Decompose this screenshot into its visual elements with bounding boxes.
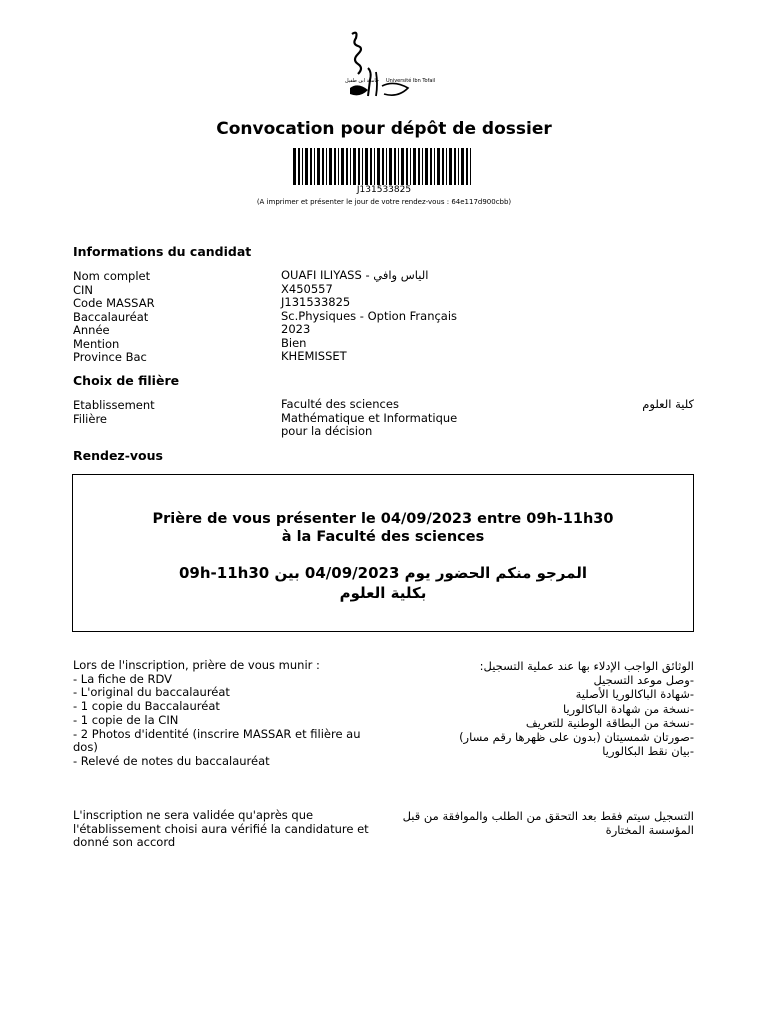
barcode-bar <box>434 148 435 185</box>
barcode-bar <box>322 148 324 185</box>
barcode-bar <box>430 148 432 185</box>
documents-fr-item: - 1 copie du Baccalauréat <box>73 699 220 714</box>
barcode-bar <box>406 148 408 185</box>
validation-note-fr: L'inscription ne sera validée qu'après que l'établissement choisi aura vérifié la candidature et donné son accord <box>73 808 369 850</box>
value-nom-complet: OUAFI ILIYASS - الياس وافي <box>281 268 429 282</box>
barcode-bar <box>358 148 360 185</box>
barcode-bar <box>365 148 368 185</box>
barcode-bar <box>293 148 296 185</box>
university-logo-icon <box>338 28 422 108</box>
barcode-value: J131533825 <box>356 185 412 195</box>
logo-text-ar: جامعة ابن طفيل <box>345 78 379 84</box>
page-title: Convocation pour dépôt de dossier <box>216 119 552 139</box>
barcode <box>293 148 475 185</box>
appointment-fr-line2: à la Faculté des sciences <box>281 529 485 545</box>
value-etablissement: Faculté des sciences <box>281 397 399 411</box>
barcode-bar <box>398 148 399 185</box>
barcode-bar <box>346 148 348 185</box>
barcode-bar <box>298 148 300 185</box>
documents-ar-item: -شهادة الباكالوريا الأصلية <box>575 687 694 702</box>
documents-ar-item: -نسخة من البطاقة الوطنية للتعريف <box>525 715 694 730</box>
documents-ar-intro: الوثائق الواجب الإدلاء بها عند عملية التسجيل: <box>479 659 694 673</box>
barcode-bar <box>350 148 351 185</box>
documents-ar-item: -وصل موعد التسجيل <box>593 673 694 688</box>
barcode-bar <box>310 148 312 185</box>
barcode-bar <box>338 148 339 185</box>
barcode-bar <box>382 148 384 185</box>
barcode-bar <box>302 148 303 185</box>
barcode-bar <box>410 148 411 185</box>
value-etablissement-ar: كلية العلوم <box>642 397 694 411</box>
barcode-bar <box>449 148 452 185</box>
documents-fr-item: - La fiche de RDV <box>73 671 173 686</box>
section-candidate-title: Informations du candidat <box>73 244 252 259</box>
documents-fr-item: - 2 Photos d'identité (inscrire MASSAR et filière au dos) <box>73 726 361 755</box>
documents-list-fr <box>73 659 373 769</box>
university-logo <box>338 28 422 108</box>
barcode-bar <box>353 148 356 185</box>
appointment-ar-line1: المرجو منكم الحضور يوم 04/09/2023 بين 09h-11h30 <box>179 564 587 582</box>
label-mention: Mention <box>73 336 120 351</box>
value-code-massar: J131533825 <box>281 295 351 309</box>
value-province-bac: KHEMISSET <box>281 349 347 363</box>
barcode-bar <box>422 148 423 185</box>
label-annee: Année <box>73 323 110 337</box>
documents-fr-intro: Lors de l'inscription, prière de vous munir : <box>73 658 320 672</box>
barcode-bar <box>341 148 344 185</box>
barcode-bar <box>461 148 464 185</box>
barcode-bar <box>377 148 380 185</box>
barcode-bar <box>454 148 456 185</box>
barcode-bar <box>326 148 327 185</box>
print-note: (A imprimer et présenter le jour de votre rendez-vous : 64e117d900cbb) <box>256 198 512 206</box>
label-cin: CIN <box>73 282 94 297</box>
appointment-fr-line1: Prière de vous présenter le 04/09/2023 entre 09h-11h30 <box>152 511 614 527</box>
documents-list-ar <box>400 659 694 758</box>
documents-fr-item: - 1 copie de la CIN <box>73 712 179 727</box>
appointment-box <box>72 474 694 632</box>
barcode-bar <box>394 148 396 185</box>
label-province-bac: Province Bac <box>73 350 147 364</box>
value-annee: 2023 <box>281 322 311 336</box>
barcode-bar <box>458 148 459 185</box>
barcode-bar <box>413 148 416 185</box>
barcode-bar <box>446 148 447 185</box>
barcode-bar <box>386 148 387 185</box>
barcode-bar <box>425 148 428 185</box>
value-filiere-line2: pour la décision <box>281 424 373 438</box>
label-code-massar: Code MASSAR <box>73 296 155 310</box>
documents-fr-item: - L'original du baccalauréat <box>73 685 230 700</box>
value-cin: X450557 <box>281 281 333 296</box>
label-etablissement: Etablissement <box>73 398 155 412</box>
barcode-bar <box>470 148 471 185</box>
barcode-bar <box>389 148 392 185</box>
barcode-bar <box>418 148 420 185</box>
value-filiere-line1: Mathématique et Informatique <box>281 410 458 425</box>
label-nom-complet: Nom complet <box>73 269 151 283</box>
barcode-bar <box>401 148 404 185</box>
barcode-bar <box>437 148 440 185</box>
appointment-ar-line2: بكلية العلوم <box>339 584 427 602</box>
value-baccalaureat: Sc.Physiques - Option Français <box>281 308 458 323</box>
label-filiere: Filière <box>73 411 107 426</box>
documents-fr-item: - Relevé de notes du baccalauréat <box>73 753 270 768</box>
documents-ar-item: -بيان نقط البكالوريا <box>602 744 694 759</box>
documents-ar-item: -نسخة من شهادة الباكالوريا <box>562 701 694 716</box>
barcode-bar <box>362 148 363 185</box>
section-choice-title: Choix de filière <box>73 373 180 388</box>
label-baccalaureat: Baccalauréat <box>73 309 149 324</box>
value-mention: Bien <box>281 335 307 350</box>
barcode-bar <box>374 148 375 185</box>
logo-text-fr: Université Ibn Tofail <box>386 78 436 84</box>
barcode-bar <box>334 148 336 185</box>
documents-ar-item: -صورتان شمسيتان (بدون على ظهرها رقم مسار) <box>459 730 694 745</box>
section-appointment-title: Rendez-vous <box>73 448 163 463</box>
validation-note-ar: التسجيل سيتم فقط بعد التحقق من الطلب والموافقة من قبل المؤسسة المختارة <box>402 809 694 837</box>
barcode-bar <box>442 148 444 185</box>
barcode-bar <box>466 148 468 185</box>
barcode-bar <box>314 148 315 185</box>
barcode-bar <box>370 148 372 185</box>
barcode-bar <box>305 148 308 185</box>
barcode-bar <box>329 148 332 185</box>
barcode-bar <box>317 148 320 185</box>
